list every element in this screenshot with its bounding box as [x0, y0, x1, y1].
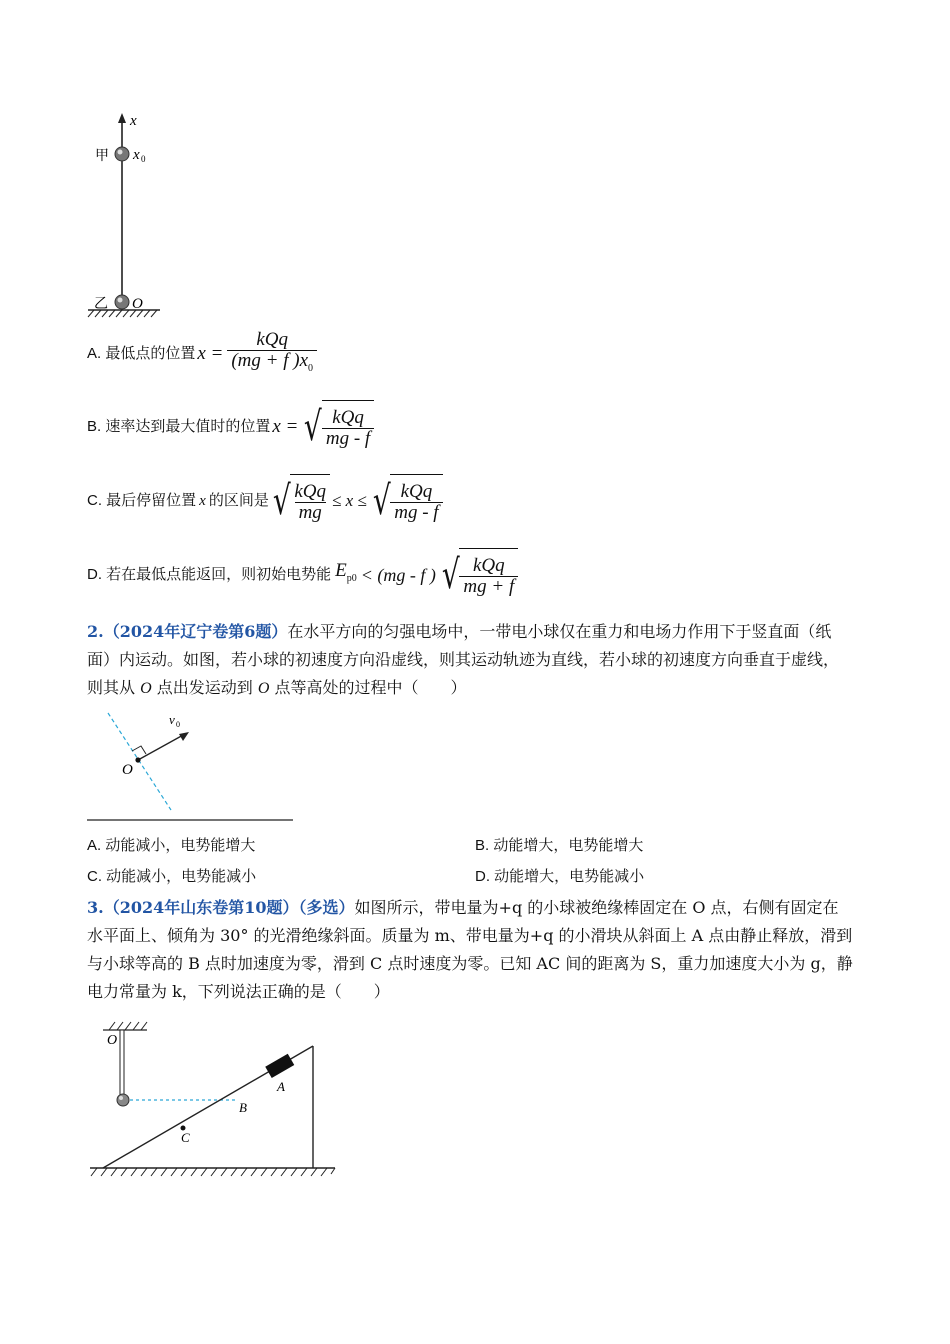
block-A: [265, 1054, 294, 1078]
sqrt-b: √ $\frac{\text{kQq}}{mg - f}$: [300, 400, 374, 454]
svg-text:0: 0: [141, 154, 146, 164]
svg-text:0: 0: [176, 720, 180, 729]
q2-option-b: B. 动能增大，电势能增大: [475, 837, 644, 854]
label-yi: 乙: [94, 296, 108, 312]
q3-stem: 3.（2024年山东卷第10题）（多选）如图所示，带电量为+q 的小球被绝缘棒固定在 O 点，右侧有固定在 水平面上、倾角为 30° 的光滑绝缘斜面。质量为 m、带电量为+q 的小滑块从斜面上 A 点由静止释放，滑到 与小球等高的 B 点时加速度为零，滑到 C 点时速度为零。已知 AC 间的距离为 S，重力加速度大小为 g，静 电力常量为 k，下列说法正确的是（ ）: [87, 898, 853, 1001]
sqrt-c2: √ $\frac{\text{kQq}}{mg - f}$: [369, 474, 443, 528]
label-B: B: [239, 1100, 247, 1115]
q2-stem: 2.（2024年辽宁卷第6题）在水平方向的匀强电场中，一带电小球仅在重力和电场力作用下于竖直面（纸 面）内运动。如图，若小球的初速度方向沿虚线，则其运动轨迹为直线，若小球的初速度方向垂直于虚线， 则其从 O 点出发运动到 O 点等高处的过程中（ ）: [87, 622, 840, 697]
figure-incline-diagram: [85, 1018, 345, 1183]
axis-x-label: x: [130, 113, 137, 129]
fraction-a: $\frac{\text{kQq}}{(mg + f )x_0}$: [227, 330, 317, 379]
label-O2: O: [122, 762, 133, 778]
label-O3: O: [107, 1033, 118, 1048]
sqrt-c1: √ $\frac{\text{kQq}}{mg}$: [269, 474, 330, 528]
label-O: O: [132, 296, 143, 312]
q2-option-a: A. 动能减小，电势能增大: [87, 837, 256, 854]
q2-option-c: C. 动能减小，电势能减小: [87, 868, 257, 885]
q2-option-d: D. 动能增大，电势能减小: [475, 868, 645, 885]
ball-jia: [115, 147, 129, 161]
q1-option-a: A. 最低点的位置 x = $\frac{\text{kQq}}{(mg + f )x_0}$: [87, 330, 317, 379]
small-ball: [117, 1094, 129, 1106]
label-jia: 甲: [95, 148, 109, 164]
q1-option-b: B. 速率达到最大值时的位置 x = √ $\frac{\text{kQq}}{mg - f}$: [87, 400, 374, 454]
sqrt-d: √ $\frac{\text{kQq}}{mg + f}$: [438, 548, 518, 602]
q1-option-c: C. 最后停留位置 x 的区间是 √ $\frac{\text{kQq}}{mg}$ ≤ x ≤ √ $\frac{\text{kQq}}{mg - f}$: [87, 474, 443, 528]
label-v0: v: [169, 712, 175, 727]
label-A: A: [277, 1079, 285, 1094]
label-x0: x: [133, 147, 140, 163]
ball-yi: [115, 295, 129, 309]
label-C: C: [181, 1130, 190, 1145]
figure-velocity-diagram: [85, 708, 300, 826]
point-O: [135, 757, 140, 762]
figure-rod-diagram: [80, 105, 170, 320]
q1-option-d: D. 若在最低点能返回，则初始电势能 $E_{p0}$ < (mg - f ) √ $\frac{\text{kQq}}{mg + f}$: [87, 548, 518, 602]
